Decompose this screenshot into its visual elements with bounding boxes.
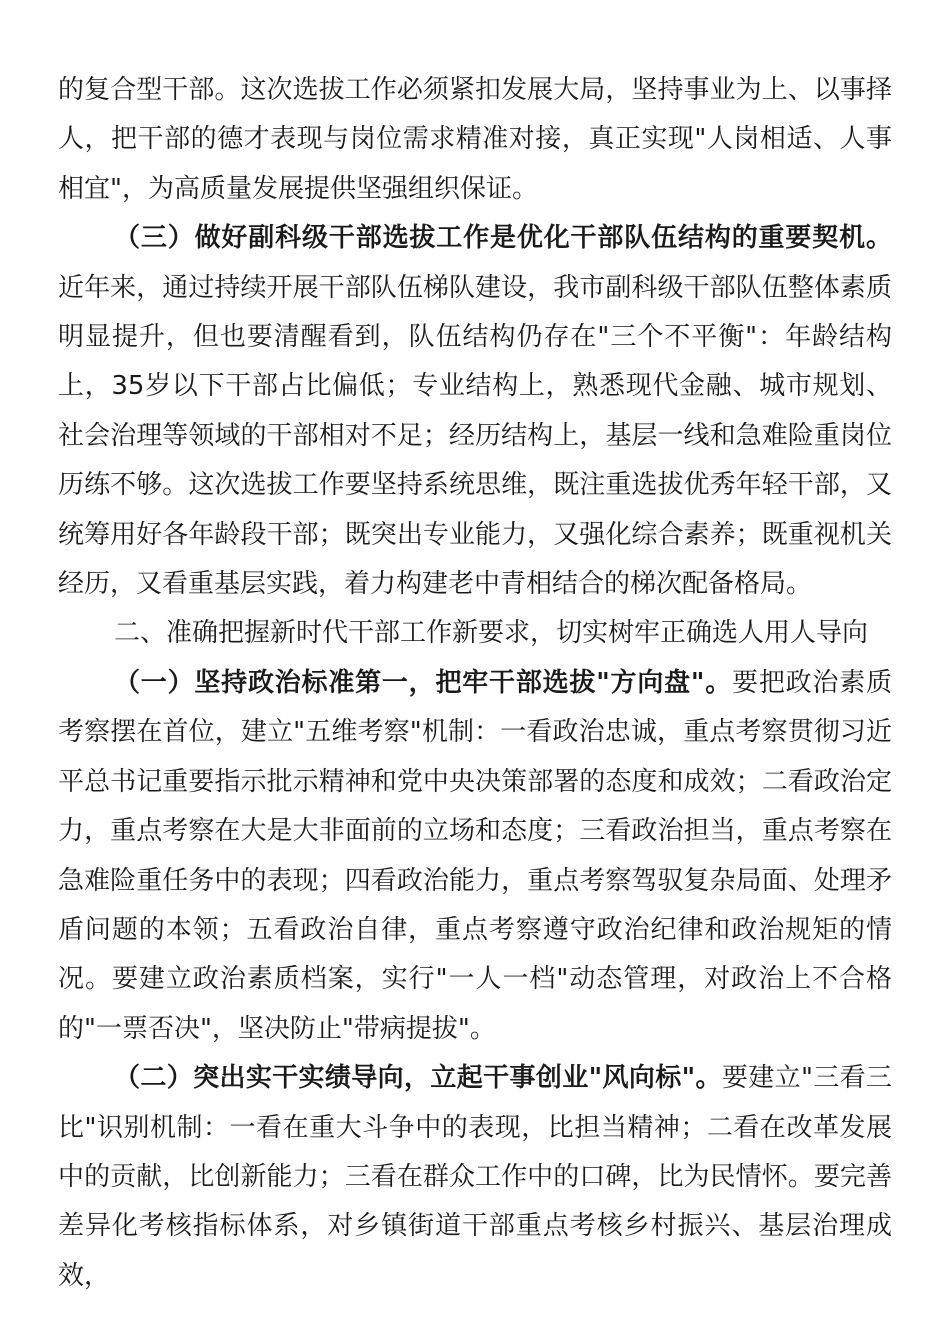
paragraph-text: 要把政治素质考察摆在首位，建立"五维考察"机制：一看政治忠诚，重点考察贯彻习近平总书记重要指示批示精神和党中央决策部署的态度和成效；二看政治定力，重点考察在大是大非面前的立场和态度；三看政治担当，重点考察在急难险重任务中的表现；四看政治能力，重点考察驾驭复杂局面、处理矛盾问题的本领；五看政治自律，重点考察遵守政治纪律和政治规矩的情况。要建立政治素质档案，实行"一人一档"动态管理，对政治上不合格的"一票否决"，坚决防止"带病提拔"。 xyxy=(58,667,892,1044)
paragraph-continuation xyxy=(58,66,892,214)
section-heading-bold: （二）突出实干实绩导向，立起干事创业"风向标"。 xyxy=(114,1063,722,1094)
paragraph-section-one xyxy=(58,659,892,1054)
section-heading-bold: （三）做好副科级干部选拔工作是优化干部队伍结构的重要契机。 xyxy=(114,223,892,254)
paragraph-section-two xyxy=(58,1054,892,1301)
paragraph-text: 近年来，通过持续开展干部队伍梯队建设，我市副科级干部队伍整体素质明显提升，但也要清醒看到，队伍结构仍存在"三个不平衡"：年龄结构上，35岁以下干部占比偏低；专业结构上，熟悉现代金融、城市规划、社会治理等领域的干部相对不足；经历结构上，基层一线和急难险重岗位历练不够。这次选拔工作要坚持系统思维，既注重选拔优秀年轻干部，又统筹用好各年龄段干部；既突出专业能力，又强化综合素养；既重视机关经历，又看重基层实践，着力构建老中青相结合的梯次配备格局。 xyxy=(58,272,892,600)
chapter-heading xyxy=(58,609,892,658)
paragraph-text: 的复合型干部。这次选拔工作必须紧扣发展大局，坚持事业为上、以事择人，把干部的德才表现与岗位需求精准对接，真正实现"人岗相适、人事相宜"，为高质量发展提供坚强组织保证。 xyxy=(58,75,892,204)
paragraph-text: 要建立"三看三比"识别机制：一看在重大斗争中的表现，比担当精神；二看在改革发展中的贡献，比创新能力；三看在群众工作中的口碑，比为民情怀。要完善差异化考核指标体系，对乡镇街道干部重点考核乡村振兴、基层治理成效， xyxy=(58,1063,892,1291)
paragraph-section-three xyxy=(58,214,892,609)
document-body xyxy=(58,66,892,1301)
chapter-heading-text: 二、准确把握新时代干部工作新要求，切实树牢正确选人用人导向 xyxy=(114,618,869,649)
section-heading-bold: （一）坚持政治标准第一，把牢干部选拔"方向盘"。 xyxy=(114,667,733,698)
